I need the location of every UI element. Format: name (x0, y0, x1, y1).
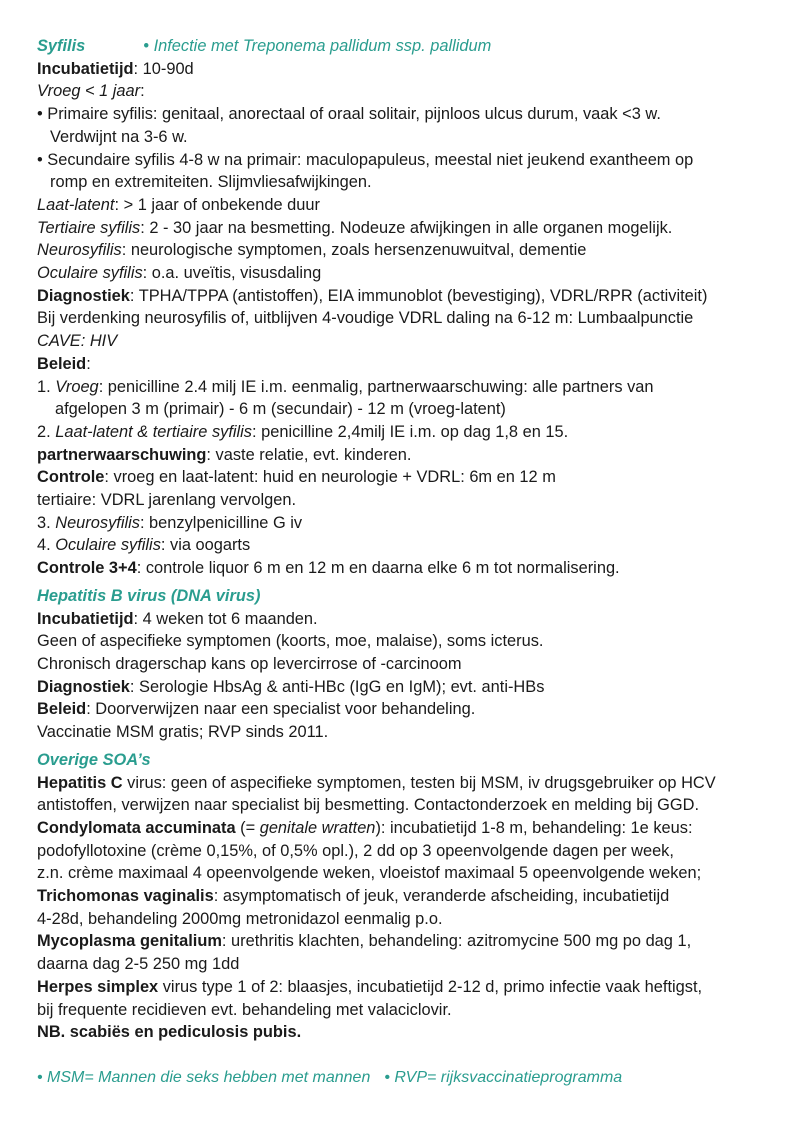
value: virus type 1 of 2: blaasjes, incubatietijd 2-12 d, primo infectie vaak heftigst, (158, 977, 703, 996)
value: : Doorverwijzen naar een specialist voor behandeling. (86, 700, 476, 719)
mycoplasma-line2: daarna dag 2-5 250 mg 1dd (37, 955, 240, 974)
syfilis-subtitle: • Infectie met Treponema pallidum ssp. pallidum (143, 37, 492, 55)
beleid-item-1-line2: afgelopen 3 m (primair) - 6 m (secundair) - 12 m (vroeg-latent) (55, 400, 506, 419)
hepb-title: Hepatitis B virus (DNA virus) (37, 586, 261, 605)
label: Diagnostiek (37, 677, 130, 696)
hepb-beleid (37, 698, 772, 721)
label: Oculaire syfilis (55, 536, 161, 555)
value: : 10-90d (133, 59, 194, 78)
label: partnerwaarschuwing (37, 445, 207, 464)
label: Incubatietijd (37, 609, 134, 628)
label: Laat-latent & tertiaire syfilis (55, 422, 253, 441)
condylomata-line2: podofyllotoxine (crème 0,15%, of 0,5% opl.), 2 dd op 3 opeenvolgende dagen per week, (37, 841, 674, 860)
herpes (37, 976, 772, 999)
label: Incubatietijd (37, 59, 134, 78)
syfilis-header (37, 35, 772, 58)
label: Vroeg < 1 jaar (37, 82, 141, 101)
label: Controle 3+4 (37, 559, 137, 578)
hepc (37, 772, 772, 795)
controle (37, 466, 772, 489)
num: 1. (37, 377, 56, 396)
overig-header (37, 749, 772, 772)
value: : penicilline 2.4 milj IE i.m. eenmalig, partnerwaarschuwing: alle partners van (98, 377, 654, 396)
beleid-item-1 (37, 376, 772, 399)
syfilis-neuro (37, 239, 772, 262)
value: ): incubatietijd 1-8 m, behandeling: 1e keus: (375, 818, 693, 837)
label: Hepatitis C (37, 773, 123, 792)
num: 2. (37, 422, 56, 441)
value: virus: geen of aspecifieke symptomen, testen bij MSM, iv drugsgebruiker op HCV (122, 773, 716, 792)
hepc-line2: antistoffen, verwijzen naar specialist bij besmetting. Contactonderzoek en melding bij GGD. (37, 796, 700, 815)
hepb-diagnostiek (37, 676, 772, 699)
footer-msm: • MSM= Mannen die seks hebben met mannen (37, 1069, 371, 1086)
value: : vaste relatie, evt. kinderen. (206, 445, 412, 464)
pre: (= (235, 818, 260, 837)
value: : > 1 jaar of onbekende duur (114, 195, 320, 214)
trichomonas-line2: 4-28d, behandeling 2000mg metronidazol eenmalig p.o. (37, 909, 443, 928)
syfilis-secundair-2: romp en extremiteiten. Slijmvliesafwijkingen. (50, 173, 372, 192)
value: : 2 - 30 jaar na besmetting. Nodeuze afwijkingen in alle organen mogelijk. (140, 218, 673, 237)
label: Herpes simplex (37, 977, 159, 996)
hepb-vaccinatie: Vaccinatie MSM gratis; RVP sinds 2011. (37, 723, 329, 742)
value: : vroeg en laat-latent: huid en neurologie + VDRL: 6m en 12 m (104, 468, 556, 487)
controle-3-4 (37, 557, 772, 580)
value: : (86, 354, 91, 373)
value: : controle liquor 6 m en 12 m en daarna elke 6 m tot normalisering. (136, 559, 620, 578)
label: Tertiaire syfilis (37, 218, 141, 237)
value: : penicilline 2,4milj IE i.m. op dag 1,8 en 15. (252, 422, 569, 441)
italic: genitale wratten (259, 818, 376, 837)
value: : (140, 82, 145, 101)
syfilis-cave (37, 330, 772, 353)
syfilis-primair-2: Verdwijnt na 3-6 w. (50, 127, 188, 146)
num: 3. (37, 513, 56, 532)
label: Beleid (37, 700, 87, 719)
syfilis-title: Syfilis (37, 37, 86, 55)
controle-line2: tertiaire: VDRL jarenlang vervolgen. (37, 491, 297, 510)
value: : via oogarts (160, 536, 251, 555)
label: Mycoplasma genitalium (37, 932, 222, 951)
value: : urethritis klachten, behandeling: azitromycine 500 mg po dag 1, (221, 932, 692, 951)
syfilis-secundair-1: • Secundaire syfilis 4-8 w na primair: maculopapuleus, meestal niet jeukend exantheem op (37, 150, 694, 169)
mycoplasma (37, 930, 772, 953)
value: : TPHA/TPPA (antistoffen), EIA immunoblot (bevestiging), VDRL/RPR (activiteit) (129, 286, 708, 305)
condylomata (37, 817, 772, 840)
beleid-item-2 (37, 421, 772, 444)
syfilis-tertiair (37, 217, 772, 240)
label: Laat-latent (37, 195, 115, 214)
value: : 4 weken tot 6 maanden. (133, 609, 318, 628)
value: : o.a. uveïtis, visusdaling (142, 264, 322, 283)
footer-rvp: • RVP= rijksvaccinatieprogramma (384, 1069, 623, 1086)
hepb-symptomen: Geen of aspecifieke symptomen (koorts, moe, malaise), soms icterus. (37, 632, 544, 651)
syfilis-oculair (37, 262, 772, 285)
value: : Serologie HbsAg & anti-HBc (IgG en IgM); evt. anti-HBs (129, 677, 545, 696)
cave-text: CAVE: HIV (37, 332, 118, 351)
condylomata-line3: z.n. crème maximaal 4 opeenvolgende weken, vloeistof maximaal 5 opeenvolgende weken; (37, 864, 702, 883)
footer (37, 1069, 622, 1087)
label: Oculaire syfilis (37, 264, 143, 283)
syfilis-beleid (37, 353, 772, 376)
syfilis-diagnostiek-2: Bij verdenking neurosyfilis of, uitblijven 4-voudige VDRL daling na 6-12 m: Lumbaalpunctie (37, 309, 694, 328)
document-body (37, 35, 772, 1044)
syfilis-incubatie (37, 58, 772, 81)
hepb-header (37, 585, 772, 608)
label: Vroeg (55, 377, 99, 396)
value: : benzylpenicilline G iv (139, 513, 303, 532)
syfilis-primair-1: • Primaire syfilis: genitaal, anorectaal of oraal solitair, pijnloos ulcus durum, vaak <3 w. (37, 105, 661, 124)
label: Trichomonas vaginalis (37, 887, 214, 906)
overig-title: Overige SOA’s (37, 750, 151, 769)
label: Condylomata accuminata (37, 818, 236, 837)
syfilis-diagnostiek (37, 285, 772, 308)
value: : asymptomatisch of jeuk, veranderde afscheiding, incubatietijd (213, 887, 670, 906)
label: Controle (37, 468, 105, 487)
label: Neurosyfilis (37, 241, 122, 260)
label: Diagnostiek (37, 286, 130, 305)
nb-text: NB. scabiës en pediculosis pubis. (37, 1023, 302, 1042)
nb-note (37, 1021, 772, 1044)
syfilis-vroeg (37, 80, 772, 103)
hepb-chronisch: Chronisch dragerschap kans op levercirrose of -carcinoom (37, 654, 462, 673)
label: Beleid (37, 354, 87, 373)
beleid-item-4 (37, 534, 772, 557)
label: Neurosyfilis (55, 513, 140, 532)
value: : neurologische symptomen, zoals hersenzenuwuitval, dementie (121, 241, 587, 260)
hepb-incubatie (37, 608, 772, 631)
beleid-item-3 (37, 512, 772, 535)
herpes-line2: bij frequente recidieven evt. behandeling met valaciclovir. (37, 1000, 452, 1019)
num: 4. (37, 536, 56, 555)
partnerwaarschuwing (37, 444, 772, 467)
trichomonas (37, 885, 772, 908)
syfilis-laat (37, 194, 772, 217)
